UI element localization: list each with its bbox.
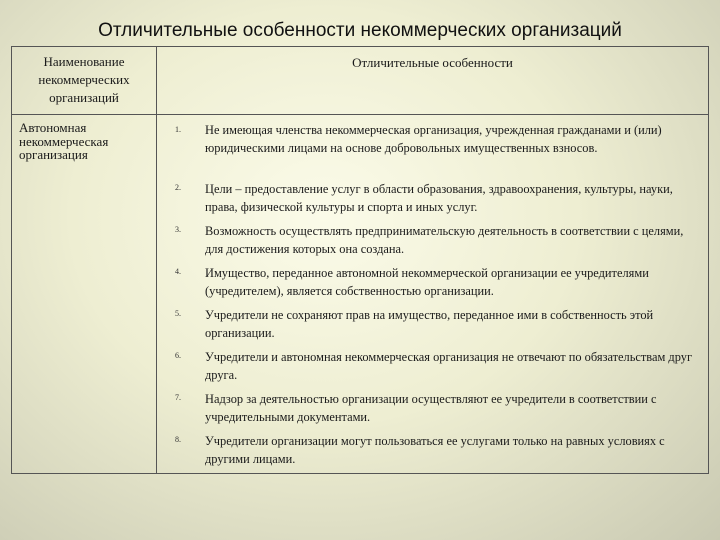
org-name-line: организация (19, 147, 88, 162)
feature-number: 7. (175, 393, 181, 402)
org-name-cell (12, 115, 157, 473)
feature-text: Надзор за деятельностью организации осуществляют ее учредители в соответствии с учредительными документами. (205, 392, 657, 424)
feature-text: Учредители и автономная некоммерческая организация не отвечают по обязательствам друг друга. (205, 350, 693, 382)
feature-text: Учредители не сохраняют прав на имущество, переданное ими в собственность этой организации. (205, 308, 654, 340)
header-features: Отличительные особенности (157, 47, 708, 115)
org-name-line: Автономная (19, 120, 87, 135)
features-table (11, 46, 709, 474)
feature-number: 1. (175, 125, 181, 134)
header-left-line: Наименование (43, 54, 125, 69)
header-left-line: некоммерческих (38, 72, 130, 87)
feature-number: 2. (175, 183, 181, 192)
feature-text: Учредители организации могут пользоваться ее услугами только на равных условиях с другими лицами. (205, 434, 665, 466)
feature-number: 4. (175, 267, 181, 276)
header-org-name (12, 47, 157, 115)
slide-title: Отличительные особенности некоммерческих организаций (98, 20, 622, 41)
feature-numbers (157, 115, 203, 473)
feature-number: 5. (175, 309, 181, 318)
org-name-line: некоммерческая (19, 133, 109, 149)
feature-number: 3. (175, 225, 181, 234)
feature-text: Имущество, переданное автономной некоммерческой организации ее учредителями (учредителем), является собственностью организации. (205, 266, 649, 298)
feature-text: Возможность осуществлять предпринимательскую деятельность в соответствии с целями, для достижения которых она создана. (205, 224, 684, 256)
feature-text: Не имеющая членства некоммерческая организация, учрежденная гражданами и (или) юридическими лицами на основе добровольных имущественных взносов. (205, 123, 662, 155)
feature-number: 6. (175, 351, 181, 360)
feature-number: 8. (175, 435, 181, 444)
feature-text: Цели – предоставление услуг в области образования, здравоохранения, культуры, науки, права, физической культуры и спорта и иных услуг. (205, 182, 673, 214)
header-left-line: организаций (49, 90, 119, 105)
